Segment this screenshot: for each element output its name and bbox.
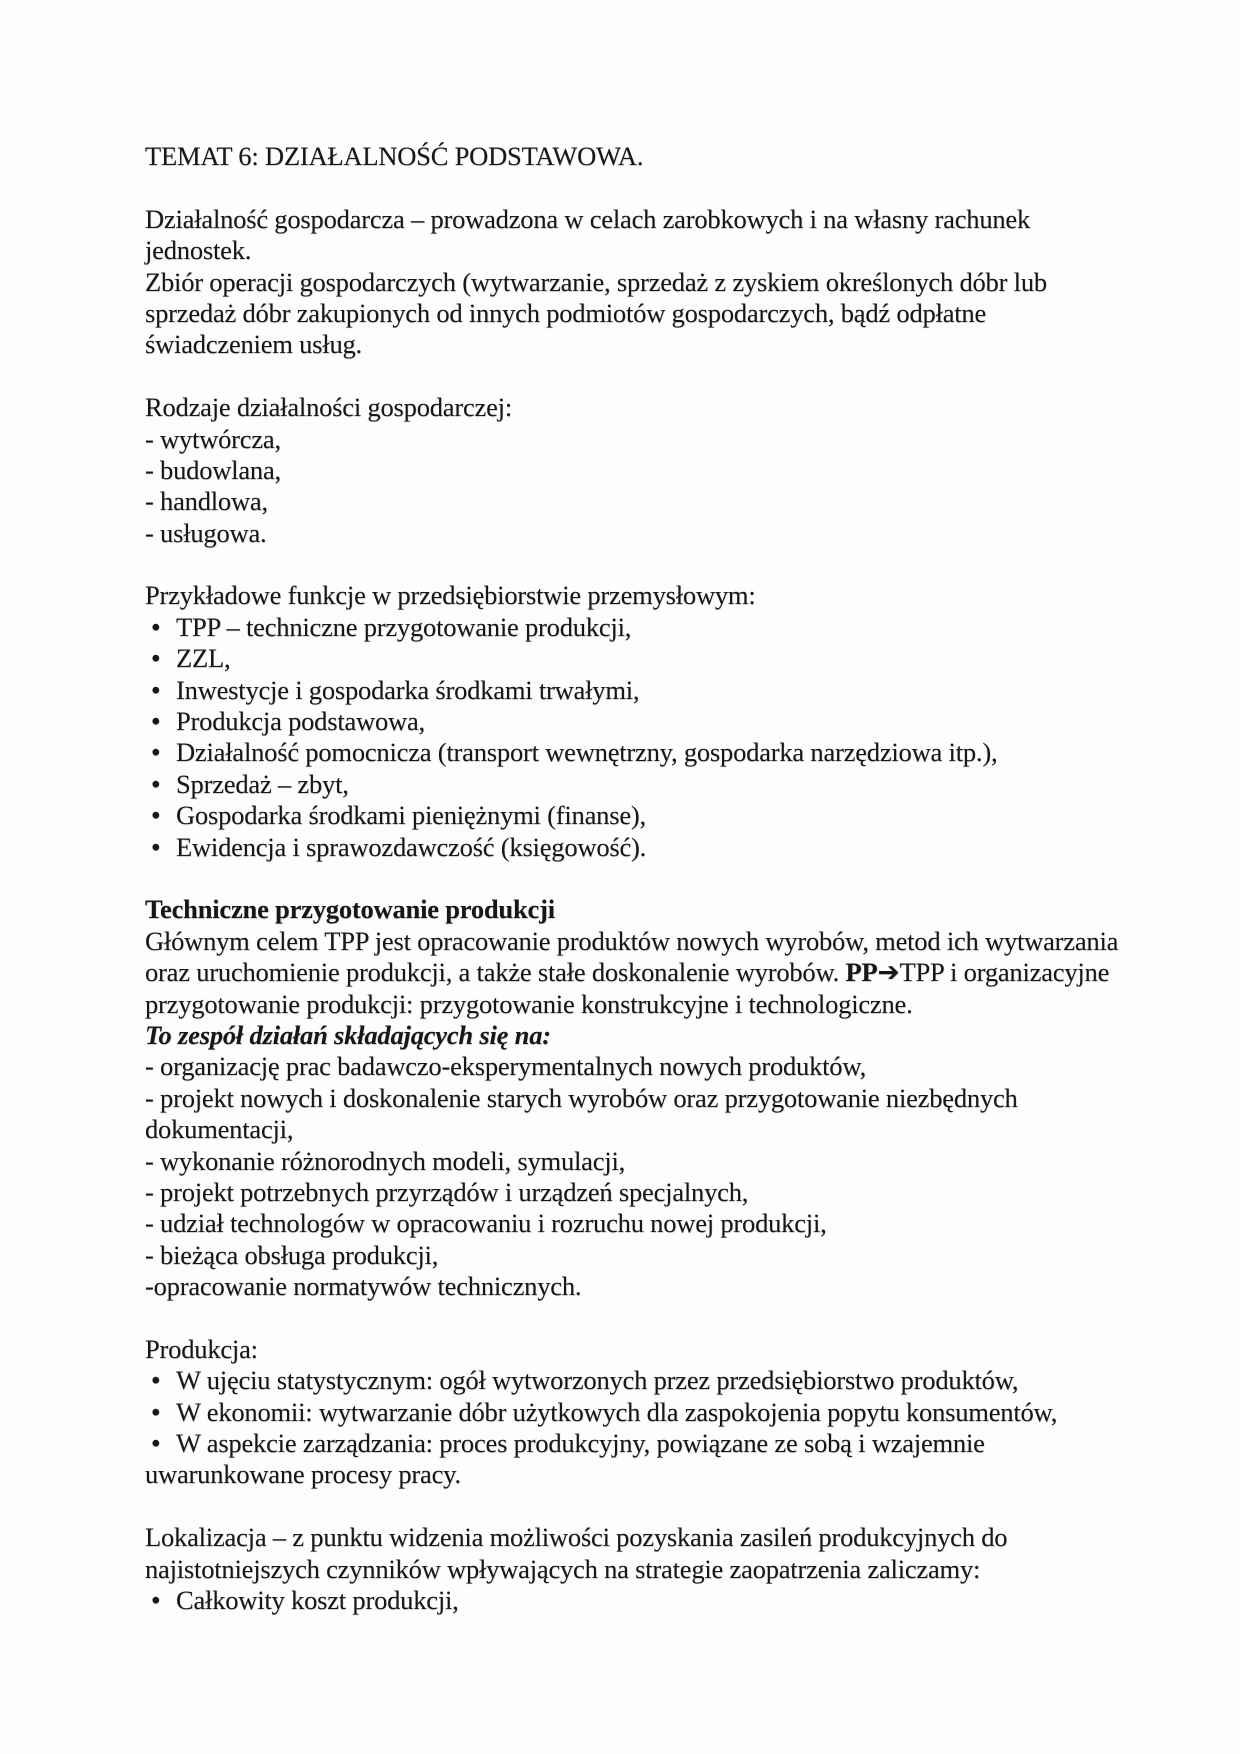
bullet-item (145, 643, 1120, 674)
paragraph-spacer (145, 1491, 1120, 1522)
paragraph-rodzaje-dzialalnosci: - wytwórcza, (145, 423, 281, 454)
emphasized-text: PP➔ (845, 957, 900, 988)
paragraph-zespol-dzialan-lista: - projekt nowych i doskonalenie starych wyrobów oraz przygotowanie niezbędnych (145, 1082, 1018, 1113)
bullet-item-text: Całkowity koszt produkcji, (176, 1584, 459, 1615)
bullet-dot-icon: • (149, 804, 163, 831)
paragraph-rodzaje-dzialalnosci: Rodzaje działalności gospodarczej: (145, 392, 512, 423)
paragraph-dzialalnosc-gospodarcza: sprzedaż dóbr zakupionych od innych podmiotów gospodarczych, bądź odpłatne (145, 297, 987, 328)
bullet-dot-icon: • (149, 741, 163, 768)
bullet-item (145, 832, 1120, 863)
paragraph-zespol-dzialan-lista: - bieżąca obsługa produkcji, (145, 1239, 439, 1270)
paragraph-rodzaje-dzialalnosci: - usługowa. (145, 517, 267, 548)
heading-to-zespol-dzialan: To zespół działań składających się na: (145, 1019, 551, 1050)
paragraph-glownym-celem-tpp (145, 926, 1120, 957)
paragraph-dzialalnosc-gospodarcza: jednostek. (145, 235, 252, 266)
bullet-dot-icon: • (149, 647, 163, 674)
paragraph-zespol-dzialan-lista: - projekt potrzebnych przyrządów i urządzeń specjalnych, (145, 1176, 749, 1207)
text-segment: przygotowanie produkcji: przygotowanie konstrukcyjne i technologiczne. (145, 988, 913, 1019)
paragraph-produkcja-kontynuacja: uwarunkowane procesy pracy. (145, 1459, 461, 1490)
bullet-item-text: Gospodarka środkami pieniężnymi (finanse), (176, 800, 646, 831)
bullet-item-text: W ujęciu statystycznym: ogół wytworzonych przez przedsiębiorstwo produktów, (176, 1365, 1019, 1396)
bullet-item (145, 800, 1120, 831)
bullet-item-text: Działalność pomocnicza (transport wewnętrzny, gospodarka narzędziowa itp.), (176, 737, 998, 768)
bullet-dot-icon: • (149, 678, 163, 705)
bullet-item-text: Ewidencja i sprawozdawczość (księgowość). (176, 831, 647, 862)
paragraph-spacer (145, 863, 1120, 894)
page-title: TEMAT 6: DZIAŁALNOŚĆ PODSTAWOWA. (145, 141, 644, 171)
text-segment: Głównym celem TPP jest opracowanie produktów nowych wyrobów, metod ich wytwarzania (145, 925, 1119, 956)
bullet-dot-icon: • (149, 1432, 163, 1459)
bullet-item (145, 675, 1120, 706)
paragraph-zespol-dzialan-lista: -opracowanie normatywów technicznych. (145, 1271, 582, 1302)
bullet-item-text: Produkcja podstawowa, (176, 706, 425, 737)
bullet-item (145, 1397, 1120, 1428)
paragraph-zespol-dzialan-lista: - organizację prac badawczo-eksperymentalnych nowych produktów, (145, 1051, 867, 1082)
heading-techniczne-przygotowanie: Techniczne przygotowanie produkcji (145, 894, 555, 925)
paragraph-rodzaje-dzialalnosci: - handlowa, (145, 486, 268, 517)
bullet-item (145, 737, 1120, 768)
bullet-item (145, 1428, 1120, 1459)
text-segment: oraz uruchomienie produkcji, a także stałe doskonalenie wyrobów. (145, 957, 846, 988)
bullet-dot-icon: • (149, 772, 163, 799)
paragraph-dzialalnosc-gospodarcza: świadczeniem usług. (145, 329, 362, 360)
paragraph-zespol-dzialan-lista: dokumentacji, (145, 1114, 294, 1145)
bullet-dot-icon: • (149, 1588, 163, 1615)
paragraph-spacer (145, 172, 1120, 203)
text-segment: TPP i organizacyjne (899, 957, 1110, 988)
paragraph-zespol-dzialan-lista: - wykonanie różnorodnych modeli, symulacji, (145, 1145, 626, 1176)
paragraph-spacer (145, 549, 1120, 580)
paragraph-lokalizacja: Lokalizacja – z punktu widzenia możliwości pozyskania zasileń produkcyjnych do (145, 1522, 1008, 1553)
bullet-item (145, 706, 1120, 737)
paragraph-przykladowe-funkcje-intro: Przykładowe funkcje w przedsiębiorstwie przemysłowym: (145, 580, 756, 611)
paragraph-lokalizacja: najistotniejszych czynników wpływających na strategie zaopatrzenia zaliczamy: (145, 1553, 981, 1584)
bullet-item (145, 1585, 1120, 1616)
bullet-dot-icon: • (149, 1369, 163, 1396)
paragraph-dzialalnosc-gospodarcza: Działalność gospodarcza – prowadzona w celach zarobkowych i na własny rachunek (145, 203, 1031, 234)
paragraph-rodzaje-dzialalnosci: - budowlana, (145, 454, 281, 485)
bullet-dot-icon: • (149, 1400, 163, 1427)
bullet-dot-icon: • (149, 835, 163, 862)
bullet-item-text: W ekonomii: wytwarzanie dóbr użytkowych dla zaspokojenia popytu konsumentów, (176, 1396, 1058, 1427)
bullet-dot-icon: • (149, 710, 163, 737)
paragraph-zespol-dzialan-lista: - udział technologów w opracowaniu i rozruchu nowej produkcji, (145, 1208, 827, 1239)
bullet-item-text: TPP – techniczne przygotowanie produkcji, (176, 611, 632, 642)
paragraph-glownym-celem-tpp (145, 957, 1120, 988)
paragraph-spacer (145, 1302, 1120, 1333)
bullet-item (145, 1365, 1120, 1396)
bullet-item-text: Sprzedaż – zbyt, (176, 768, 349, 799)
bullet-item-text: Inwestycje i gospodarka środkami trwałymi, (176, 674, 640, 705)
bullet-item (145, 612, 1120, 643)
paragraph-spacer (145, 361, 1120, 392)
paragraph-glownym-celem-tpp (145, 989, 1120, 1020)
document-content (145, 141, 1120, 1616)
paragraph-dzialalnosc-gospodarcza: Zbiór operacji gospodarczych (wytwarzanie, sprzedaż z zyskiem określonych dóbr lub (145, 266, 1047, 297)
bullet-item-text: ZZL, (176, 643, 231, 674)
paragraph-produkcja-intro: Produkcja: (145, 1333, 258, 1364)
bullet-item (145, 769, 1120, 800)
bullet-dot-icon: • (149, 615, 163, 642)
bullet-item-text: W aspekcie zarządzania: proces produkcyjny, powiązane ze sobą i wzajemnie (176, 1428, 985, 1459)
